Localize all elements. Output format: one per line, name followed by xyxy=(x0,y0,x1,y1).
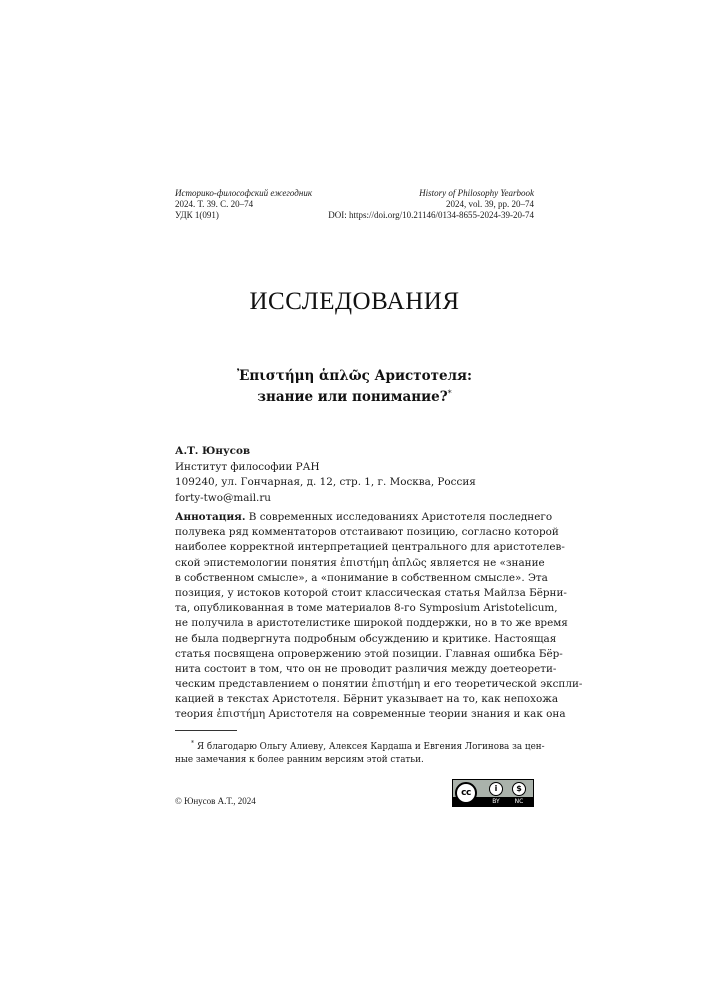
abstract-label: Аннотация. xyxy=(175,511,246,523)
footnote-line xyxy=(175,737,545,754)
abstract-line: теория ἐπιστήμη Аристотеля на современные теории знания и как она xyxy=(175,708,566,721)
footnote xyxy=(175,737,545,767)
author-email[interactable]: forty-two@mail.ru xyxy=(175,491,271,504)
issue-info-en: 2024, vol. 39, pp. 20–74 xyxy=(445,199,534,209)
copyright-notice: © Юнусов А.Т., 2024 xyxy=(175,796,256,806)
noncommercial-icon: $ xyxy=(512,782,526,796)
abstract-line: кацией в текстах Аристотеля. Бёрнит указывает на то, как непохожа xyxy=(175,693,559,706)
abstract-line: позиция, у истоков которой стоит классическая статья Майлза Бёрни- xyxy=(175,586,567,599)
footnote-line1-text: Я благодарю Ольгу Алиеву, Алексея Кардаша и Евгения Логинова за цен- xyxy=(197,742,545,752)
abstract-line-text: В современных исследованиях Аристотеля последнего xyxy=(248,511,553,523)
header-left xyxy=(175,188,312,221)
abstract-line: статья посвящена опровержению этой позиции. Главная ошибка Бёр- xyxy=(175,647,563,660)
abstract-line: в собственном смысле», а «понимание в собственном смысле». Эта xyxy=(175,571,548,584)
issue-info-ru: 2024. Т. 39. С. 20–74 xyxy=(175,199,254,209)
journal-title-ru: Историко-философский ежегодник xyxy=(175,188,313,198)
article-title-line1: Ἐπιστήμη ἁπλῶς Аристотеля: xyxy=(236,368,473,384)
abstract-line: нита состоит в том, что он не проводит различия между доетеорети- xyxy=(175,662,557,675)
header-right xyxy=(328,188,534,221)
footnote-mark: * xyxy=(191,740,194,747)
abstract-line: наиболее корректной интерпретацией центрального для аристотелев- xyxy=(175,541,565,554)
abstract-line: та, опубликованная в томе материалов 8-го Symposium Aristotelicum, xyxy=(175,602,558,615)
author-name: А.Т. Юнусов xyxy=(175,445,251,457)
article-title-line2-text: знание или понимание? xyxy=(257,389,448,405)
journal-title-en: History of Philosophy Yearbook xyxy=(419,188,534,198)
abstract-line xyxy=(175,510,553,525)
section-title: ИССЛЕДОВАНИЯ xyxy=(249,288,460,315)
author-affiliation: Институт философии РАН xyxy=(175,460,320,473)
abstract-line: ской эпистемологии понятия ἐπιστήμη ἁπλῶς является не «знание xyxy=(175,556,545,569)
udc-code: УДК 1(091) xyxy=(175,210,219,220)
title-footnote-mark[interactable]: * xyxy=(447,389,452,398)
abstract-line: не получила в аристотелистике широкой поддержки, но в то же время xyxy=(175,617,568,630)
doi-link[interactable]: DOI: https://doi.org/10.21146/0134-8655-2024-39-20-74 xyxy=(328,210,534,220)
abstract-line: ческим представлением о понятии ἐπιστήμη и его теоретической экспли- xyxy=(175,678,583,691)
footnote-line: ные замечания к более ранним версиям этой статьи. xyxy=(175,755,424,765)
article-title-line2 xyxy=(175,385,534,406)
footnote-divider xyxy=(175,730,237,731)
author-block xyxy=(175,444,534,506)
article-title xyxy=(175,368,534,406)
attribution-icon: i xyxy=(489,782,503,796)
abstract-line: полувека ряд комментаторов отстаивают позицию, согласно которой xyxy=(175,526,559,539)
abstract xyxy=(175,510,583,723)
cc-logo-icon: cc xyxy=(455,782,477,804)
cc-license-badge[interactable] xyxy=(452,779,534,807)
author-address: 109240, ул. Гончарная, д. 12, стр. 1, г. Москва, Россия xyxy=(175,476,476,488)
cc-nc-label: NC xyxy=(514,798,524,805)
cc-by-label: BY xyxy=(492,798,500,805)
abstract-line: не была подвергнута подробным обсуждению и критике. Настоящая xyxy=(175,632,557,645)
